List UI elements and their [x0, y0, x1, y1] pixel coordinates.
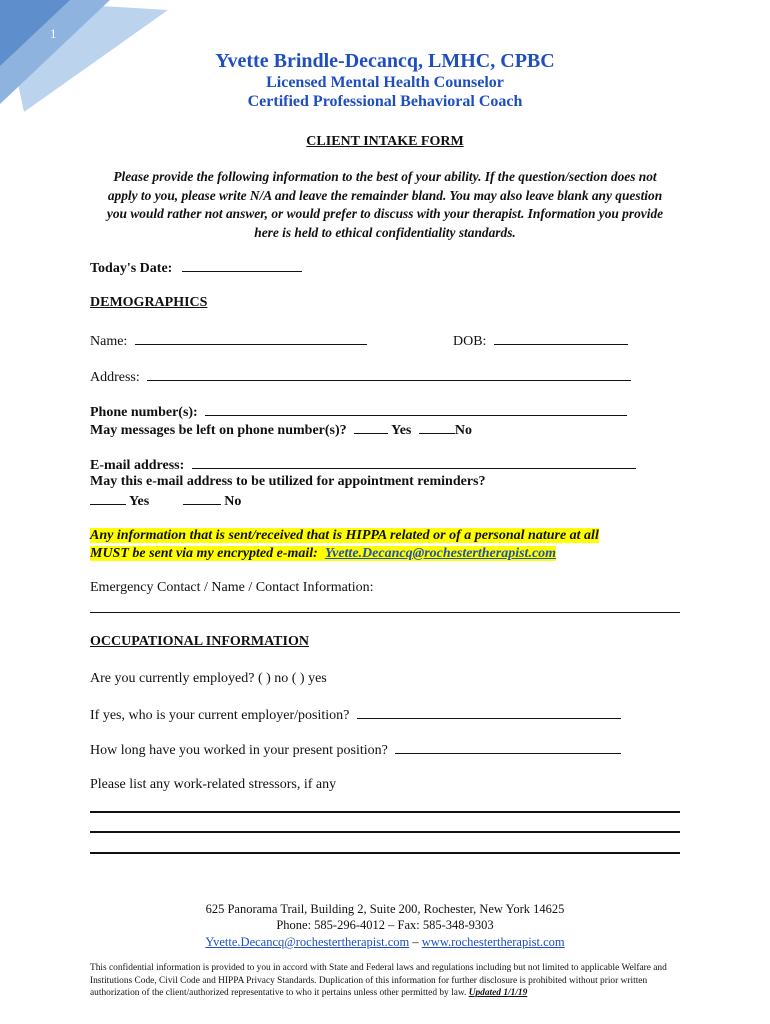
todays-date-row — [90, 259, 302, 277]
occupational-heading: OCCUPATIONAL INFORMATION — [90, 634, 309, 649]
credential-line-2: Certified Professional Behavioral Coach — [247, 93, 523, 110]
name-row — [90, 332, 367, 350]
emergency-contact-line[interactable] — [90, 612, 680, 613]
employer-question: If yes, who is your current employer/position? — [90, 708, 350, 723]
address-label: Address: — [90, 370, 140, 385]
email-no-label: No — [224, 494, 242, 509]
phone-label: Phone number(s): — [90, 405, 198, 420]
todays-date-label: Today's Date: — [90, 261, 173, 276]
hippa-notice-line-1 — [90, 528, 599, 544]
updated-date: Updated 1/1/19 — [468, 988, 528, 998]
practitioner-name: Yvette Brindle-Decancq, LMHC, CPBC — [215, 50, 555, 72]
hippa-notice-line-2 — [90, 546, 556, 562]
email-yes-label: Yes — [128, 494, 150, 509]
encrypted-email-link[interactable]: Yvette.Decancq@rochestertherapist.com — [324, 546, 557, 561]
stressors-line-1[interactable] — [90, 811, 680, 813]
hippa-notice-prefix: MUST be sent via my encrypted e-mail: — [90, 546, 318, 561]
phone-field[interactable] — [205, 403, 627, 416]
how-long-row — [90, 741, 621, 759]
dob-row — [453, 332, 628, 350]
form-title: CLIENT INTAKE FORM — [306, 134, 464, 149]
email-consent-row — [90, 492, 241, 510]
footer-separator: – — [409, 935, 422, 949]
page-number: 1 — [50, 26, 57, 41]
email-question: May this e-mail address to be utilized for appointment reminders? — [90, 474, 486, 489]
employed-question: Are you currently employed? ( ) no ( ) yes — [90, 671, 327, 686]
hippa-notice-text-1: Any information that is sent/received that is HIPPA related or of a personal nature at all — [90, 528, 599, 543]
demographics-heading: DEMOGRAPHICS — [90, 295, 208, 310]
stressors-line-2[interactable] — [90, 831, 680, 833]
stressors-line-3[interactable] — [90, 852, 680, 854]
phone-row — [90, 403, 627, 421]
messages-yes-blank[interactable] — [354, 421, 388, 434]
todays-date-field[interactable] — [182, 259, 302, 272]
email-row — [90, 456, 636, 474]
address-row — [90, 368, 631, 386]
messages-question: May messages be left on phone number(s)? — [90, 423, 347, 438]
name-field[interactable] — [135, 332, 367, 345]
credential-line-1: Licensed Mental Health Counselor — [266, 74, 504, 91]
footer-contact-links — [0, 935, 770, 950]
how-long-field[interactable] — [395, 741, 621, 754]
how-long-question: How long have you worked in your present position? — [90, 743, 388, 758]
employer-field[interactable] — [357, 706, 621, 719]
footer-website-link[interactable]: www.rochestertherapist.com — [421, 935, 565, 949]
dob-field[interactable] — [494, 332, 628, 345]
messages-row — [90, 421, 472, 439]
email-field[interactable] — [192, 456, 636, 469]
messages-no-label: No — [454, 423, 472, 438]
instructions: Please provide the following information to the best of your ability. If the question/section does not apply to you, please write N/A and leave the remainder bland. You may also leave blank any question you would rather not answer, or would prefer to discuss with your therapist. Information you provide here is held to ethical confidentiality standards. — [106, 169, 664, 240]
dob-label: DOB: — [453, 334, 487, 349]
email-no-blank[interactable] — [183, 492, 221, 505]
messages-yes-label: Yes — [391, 423, 412, 438]
footer-phone-fax: Phone: 585-296-4012 – Fax: 585-348-9303 — [276, 918, 494, 932]
emergency-contact-label: Emergency Contact / Name / Contact Information: — [90, 580, 374, 595]
address-field[interactable] — [147, 368, 631, 381]
email-yes-blank[interactable] — [90, 492, 126, 505]
legal-notice — [90, 962, 680, 1000]
legal-text: This confidential information is provided to you in accord with State and Federal laws and regulations including but not limited to applicable Welfare and Institutions Code, Civil Code and HIPPA Privacy Standards. Duplication of this information for further disclosure is prohibited without prior written authorization of the client/authorized representative to who it pertains unless other permitted by law. — [90, 963, 667, 998]
footer-email-link[interactable]: Yvette.Decancq@rochestertherapist.com — [205, 935, 410, 949]
name-label: Name: — [90, 334, 128, 349]
email-label: E-mail address: — [90, 458, 185, 473]
hippa-notice-text-2 — [90, 546, 556, 561]
employer-row — [90, 706, 621, 724]
footer-address: 625 Panorama Trail, Building 2, Suite 200, Rochester, New York 14625 — [205, 902, 565, 916]
stressors-question: Please list any work-related stressors, if any — [90, 777, 337, 792]
messages-no-blank[interactable] — [419, 421, 455, 434]
